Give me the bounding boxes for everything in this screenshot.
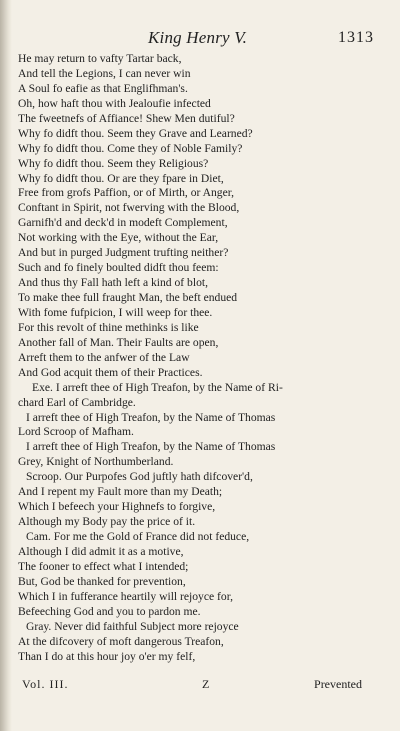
page-gutter — [0, 0, 12, 731]
text-line: chard Earl of Cambridge. — [18, 395, 136, 409]
text-line: Why fo didft thou. Come they of Noble Family? — [18, 141, 243, 155]
text-line: Exe. I arreft thee of High Treafon, by the Name of Ri- — [32, 380, 283, 394]
text-line: Arreft them to the anfwer of the Law — [18, 350, 190, 364]
running-title: King Henry V. — [148, 28, 248, 47]
text-line: Scroop. Our Purpofes God juftly hath difcover'd, — [26, 470, 253, 484]
text-line: Not working with the Eye, without the Ear, — [18, 231, 219, 245]
play-text — [18, 52, 382, 664]
text-line: Oh, how haft thou with Jealoufie infected — [18, 96, 211, 110]
text-line: And but in purged Judgment trufting neither? — [18, 246, 229, 260]
text-line: Why fo didft thou. Seem they Grave and Learned? — [18, 126, 253, 140]
text-line: For this revolt of thine methinks is like — [18, 320, 199, 334]
page-number: 1313 — [338, 29, 374, 46]
text-line: Why fo didft thou. Seem they Religious? — [18, 156, 209, 170]
text-line: I arreft thee of High Treafon, by the Name of Thomas — [26, 440, 276, 454]
text-line: Befeeching God and you to pardon me. — [18, 604, 201, 618]
text-line: I arreft thee of High Treafon, by the Name of Thomas — [26, 410, 276, 424]
catchword: Prevented — [314, 677, 362, 691]
text-line: The fweetnefs of Affiance! Shew Men dutiful? — [18, 111, 235, 125]
text-line: Such and fo finely boulted didft thou feem: — [18, 261, 219, 275]
text-line: Which I befeech your Highnefs to forgive, — [18, 500, 216, 514]
text-line: But, God be thanked for prevention, — [18, 574, 186, 588]
volume-label: Vol. III. — [22, 677, 69, 691]
text-line: The fooner to effect what I intended; — [18, 559, 189, 573]
text-line: Grey, Knight of Northumberland. — [18, 455, 174, 469]
text-line: To make thee full fraught Man, the beft endued — [18, 291, 238, 304]
text-line: Lord Scroop of Mafham. — [18, 425, 134, 439]
page-footer — [22, 677, 362, 695]
text-line: Conftant in Spirit, not fwerving with the Blood, — [18, 201, 240, 215]
text-line: Cam. For me the Gold of France did not feduce, — [26, 530, 250, 543]
text-line: Although I did admit it as a motive, — [18, 544, 184, 558]
text-line: At the difcovery of moft dangerous Treafon, — [18, 634, 224, 648]
signature-mark: Z — [202, 677, 210, 691]
text-line: Than I do at this hour joy o'er my felf, — [18, 649, 196, 663]
text-line: Why fo didft thou. Or are they fpare in Diet, — [18, 171, 224, 185]
text-line: And God acquit them of their Practices. — [18, 365, 203, 379]
text-line: Garnifh'd and deck'd in modeft Complement, — [18, 216, 228, 230]
text-line: Another fall of Man. Their Faults are open, — [18, 335, 219, 349]
text-line: A Soul fo eafie as that Englifhman's. — [18, 81, 188, 95]
text-line: Free from grofs Paffion, or of Mirth, or Anger, — [18, 186, 235, 200]
text-line: Which I in fufferance heartily will rejoyce for, — [18, 589, 233, 603]
text-line: And thus thy Fall hath left a kind of blot, — [18, 276, 208, 290]
text-line: He may return to vafty Tartar back, — [18, 52, 182, 65]
text-line: And tell the Legions, I can never win — [18, 66, 191, 80]
text-line: And I repent my Fault more than my Death; — [18, 485, 223, 499]
page-header — [0, 28, 400, 52]
text-line: Gray. Never did faithful Subject more rejoyce — [26, 619, 239, 633]
text-line: With fome fufpicion, I will weep for thee. — [18, 305, 213, 319]
text-line: Although my Body pay the price of it. — [18, 515, 196, 529]
